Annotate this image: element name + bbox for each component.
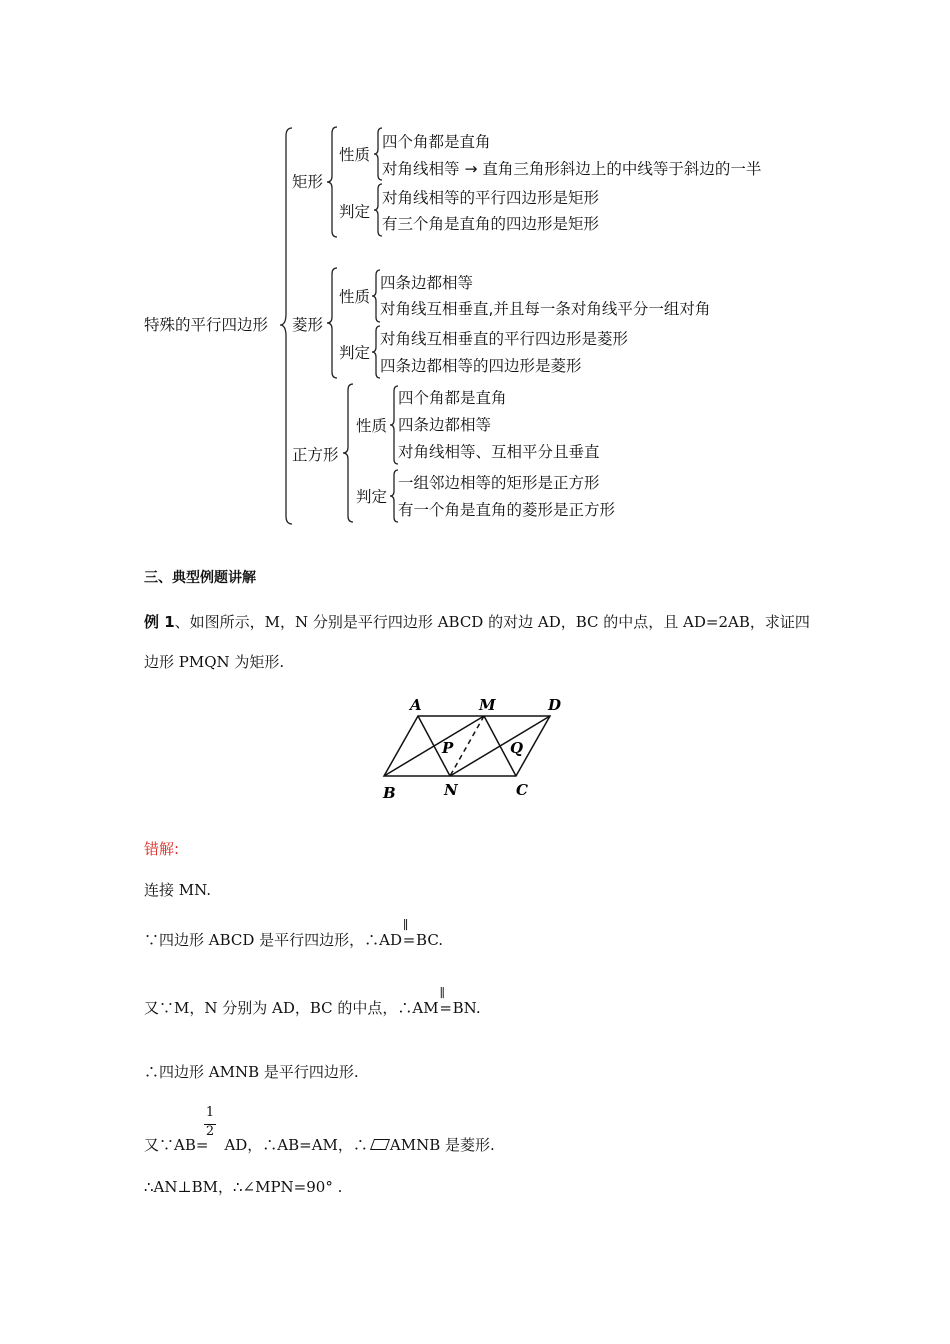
square-label: 正方形 [292, 446, 339, 464]
label-p: P [442, 739, 454, 757]
square-prop-1: 四个角都是直角 [398, 389, 507, 407]
arrow-icon: → [464, 160, 478, 178]
rect-judge-label: 判定 [339, 203, 371, 221]
label-c: C [516, 781, 528, 799]
rect-judge-2: 有三个角是直角的四边形是矩形 [382, 215, 600, 233]
square-prop-label: 性质 [356, 417, 388, 435]
parallel-equal-symbol: ∥ = [439, 986, 452, 1017]
brace-rect [327, 127, 339, 237]
wrong-solution-label: 错解: [144, 840, 180, 858]
parallelogram-symbol-icon [370, 1139, 390, 1150]
square-judge-1: 一组邻边相等的矩形是正方形 [398, 474, 600, 492]
rhombus-prop-2: 对角线互相垂直,并且每一条对角线平分一组对角 [380, 300, 711, 318]
rhombus-prop-1: 四条边都相等 [380, 274, 474, 292]
rect-prop-1: 四个角都是直角 [382, 133, 491, 151]
segment-bm [384, 716, 484, 776]
parallelogram-figure [380, 695, 570, 809]
solution-line-6: ∴AN⊥BM，∴∠MPN=90° . [144, 1178, 343, 1196]
rect-label: 矩形 [292, 173, 324, 191]
tree-root: 特殊的平行四边形 [144, 316, 269, 334]
parallelogram-abcd [384, 716, 550, 776]
label-d: D [548, 696, 562, 714]
parallel-equal-symbol: ∥ = [402, 918, 416, 949]
solution-line-2: ∵四边形 ABCD 是平行四边形，∴AD ∥ =BC. [144, 918, 444, 949]
fraction-denominator: 2 [205, 1124, 215, 1139]
rhombus-judge-2: 四条边都相等的四边形是菱形 [380, 357, 582, 375]
label-a: A [410, 696, 422, 714]
rect-prop-label: 性质 [339, 146, 371, 164]
section-heading: 三、典型例题讲解 [144, 570, 256, 586]
rhombus-judge-1: 对角线互相垂直的平行四边形是菱形 [380, 330, 629, 348]
square-prop-3: 对角线相等、互相平分且垂直 [398, 443, 600, 461]
rhombus-label: 菱形 [292, 316, 324, 334]
example-line-2: 边形 PMQN 为矩形. [144, 653, 285, 671]
square-judge-label: 判定 [356, 488, 388, 506]
rect-judge-1: 对角线相等的平行四边形是矩形 [382, 189, 600, 207]
label-m: M [479, 696, 496, 714]
example-line-1: 例 1、如图所示，M，N 分别是平行四边形 ABCD 的对边 AD，BC 的中点，且 AD=2AB，求证四 [144, 613, 810, 631]
rect-prop-2: 对角线相等 → 直角三角形斜边上的中线等于斜边的一半 [382, 160, 762, 178]
solution-line-1: 连接 MN. [144, 881, 212, 899]
fraction-numerator: 1 [205, 1105, 215, 1120]
solution-line-4: ∴四边形 AMNB 是平行四边形. [144, 1063, 359, 1081]
segment-mn-dashed [450, 716, 484, 776]
square-judge-2: 有一个角是直角的菱形是正方形 [398, 501, 616, 519]
square-prop-2: 四条边都相等 [398, 416, 492, 434]
label-q: Q [510, 739, 524, 757]
rhombus-prop-label: 性质 [339, 288, 371, 306]
brace-rhombus [327, 268, 339, 378]
label-b: B [383, 784, 396, 802]
rhombus-judge-label: 判定 [339, 344, 371, 362]
solution-line-5: 又∵AB= AD，∴AB=AM，∴ AMNB 是菱形. [144, 1136, 495, 1154]
label-n: N [444, 781, 458, 799]
brace-square [343, 384, 355, 522]
example-label: 例 1 [144, 613, 175, 631]
solution-line-3: 又∵M，N 分别为 AD，BC 的中点，∴AM ∥ =BN. [144, 986, 481, 1017]
segment-nd [450, 716, 550, 776]
